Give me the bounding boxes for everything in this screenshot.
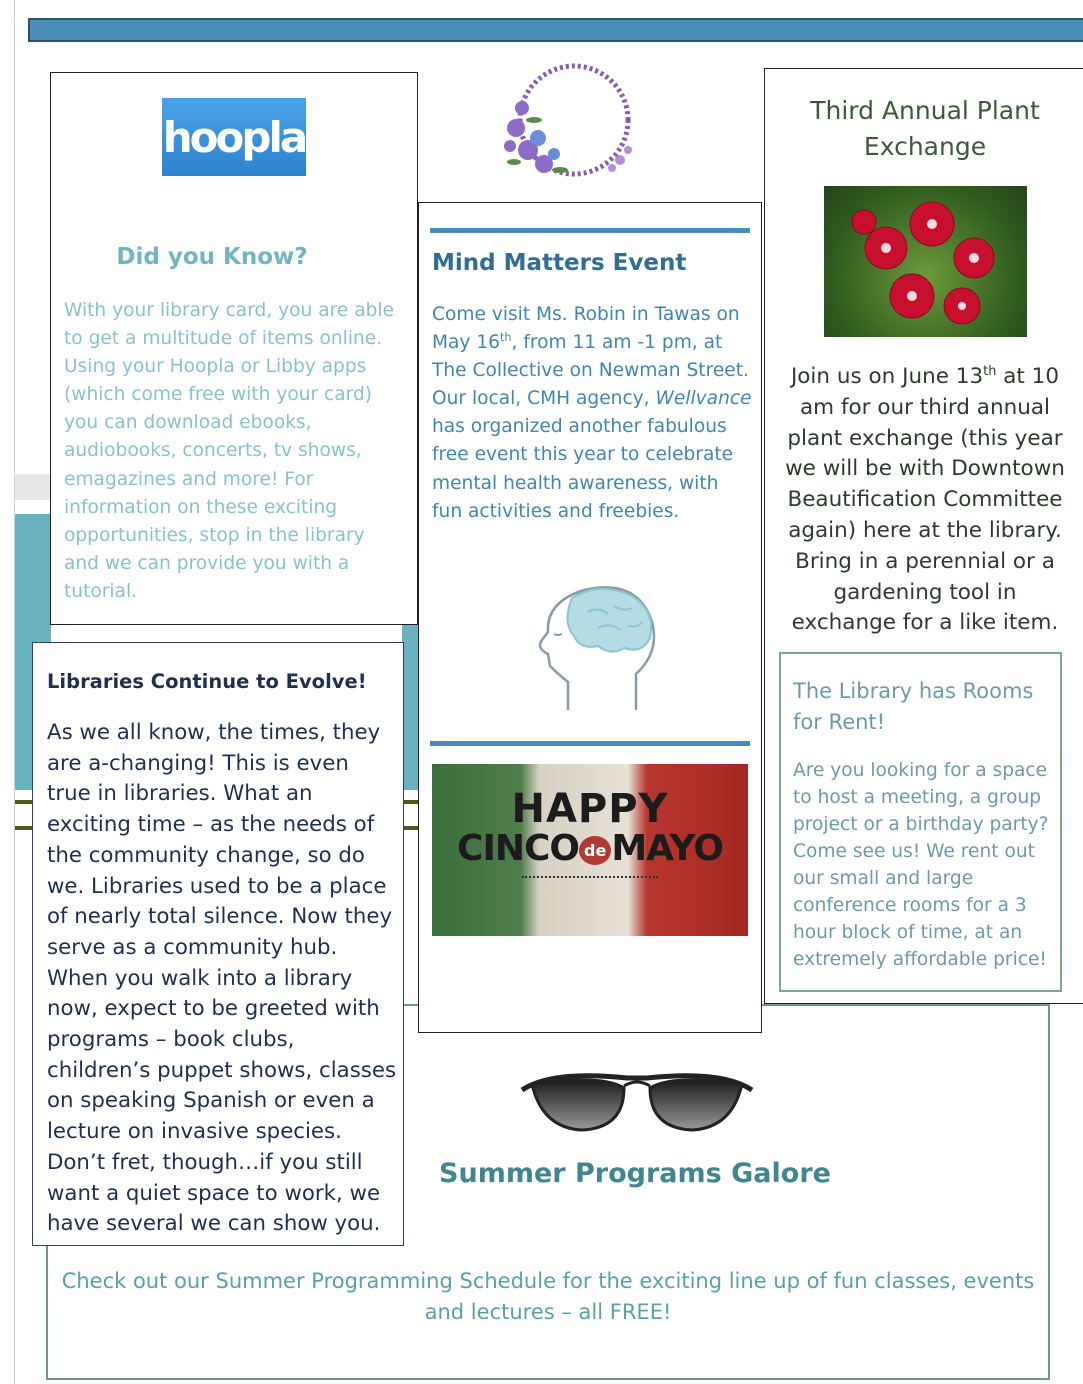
section-rule: [430, 228, 750, 233]
header-bar: [28, 18, 1083, 42]
cinco-de-mayo-banner: [432, 764, 748, 936]
head-brain-icon: [528, 582, 668, 714]
mind-matters-body: Come visit Ms. Robin in Tawas on May 16th, from 11 am -1 pm, at The Collective on Newman Street. Our local, CMH agency, Wellvance has organized another fabulous free event this year to celebrate mental health awareness, with fun activities and freebies.: [432, 304, 752, 522]
cinco-line1: HAPPY: [511, 786, 669, 832]
libraries-title: Libraries Continue to Evolve!: [47, 670, 367, 693]
grey-band: [15, 474, 51, 500]
plant-exchange-body: Join us on June 13th at 10 am for our third annual plant exchange (this year we will be with Downtown Beautification Committee again) here at the library. Bring in a perennial or a gardening tool in exchange for a like item.: [785, 363, 1065, 636]
flower-photo: [824, 186, 1027, 337]
plant-exchange-title: Third Annual Plant Exchange: [810, 96, 1040, 161]
did-you-know-body: With your library card, you are able to get a multitude of items online. Using your Hoopla or Libby apps (which come free with your card) you can download ebooks, audiobooks, concerts, tv shows, emagazines and more! For information on these exciting opportunities, stop in the library and we can provide you with a tutorial.: [64, 300, 394, 602]
rooms-title: The Library has Rooms for Rent!: [793, 679, 1034, 734]
libraries-body: As we all know, the times, they are a-changing! This is even true in libraries. What an exciting time – as the needs of the community change, so do we. Libraries used to be a place of nearly total silence. Now they serve as a community hub. When you walk into a library now, expect to be greeted with programs – book clubs, children’s puppet shows, classes on speaking Spanish or even a lecture on invasive species. Don’t fret, though…if you still want a quiet space to work, we have several we can show you.: [47, 720, 397, 1237]
sunglasses-icon: [512, 1048, 762, 1138]
floral-wreath-icon: [494, 58, 654, 190]
summer-body: Check out our Summer Programming Schedule for the exciting line up of fun classes, events and lectures – all FREE!: [61, 1269, 1035, 1324]
cinco-line2: CINCO de MAYO: [457, 828, 723, 869]
rooms-body: Are you looking for a space to host a meeting, a group project or a birthday party? Come see us! We rent out our small and large conference rooms for a 3 hour block of time, at an extremely affordable price!: [793, 760, 1049, 970]
summer-title: Summer Programs Galore: [439, 1158, 831, 1189]
ornament-divider: [522, 876, 658, 896]
section-rule: [430, 741, 750, 746]
did-you-know-title: Did you Know?: [116, 244, 308, 270]
mind-matters-title: Mind Matters Event: [432, 250, 687, 276]
hoopla-logo: hoopla: [162, 98, 306, 176]
